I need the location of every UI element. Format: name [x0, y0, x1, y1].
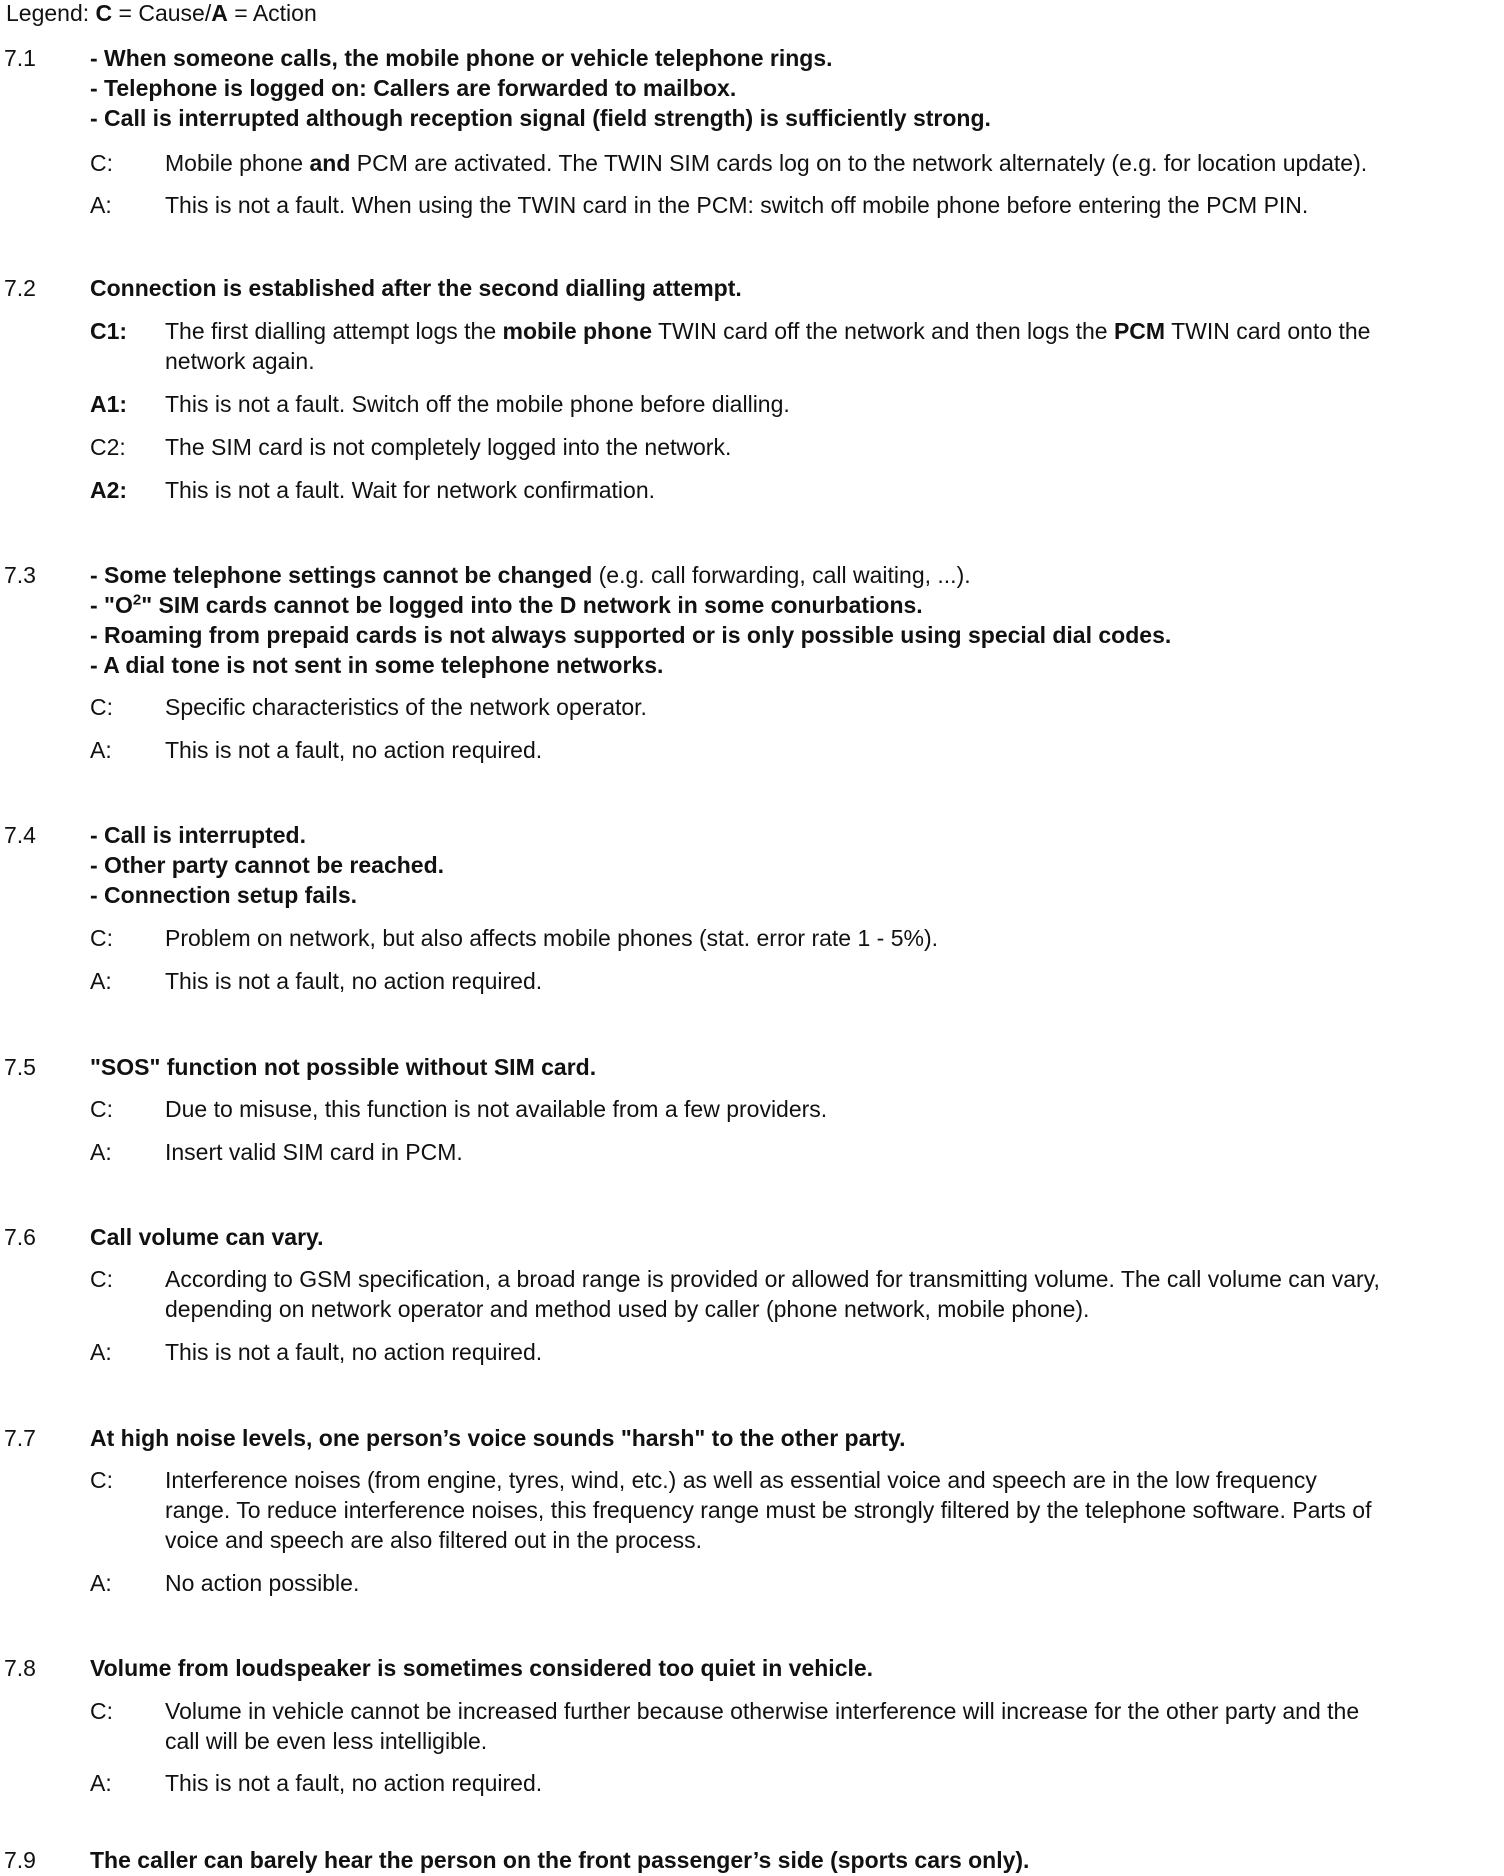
legend-cause-text: = Cause/: [112, 0, 212, 26]
entry-text: The SIM card is not completely logged into the network.: [165, 434, 732, 460]
section-title: [90, 590, 1490, 620]
section-titles: [90, 1222, 1490, 1252]
entry-text: Insert valid SIM card in PCM.: [165, 1139, 463, 1165]
entry-label: C:: [90, 694, 113, 720]
entry-label: A1:: [90, 391, 128, 417]
entry-label: A:: [90, 1570, 112, 1596]
entry-text: [165, 1264, 1504, 1324]
entry-text-bold: and: [309, 150, 351, 176]
section-title-note: (e.g. call forwarding, call waiting, ...).: [592, 562, 971, 588]
entry-text: This is not a fault. Wait for network confirmation.: [165, 477, 655, 503]
section-title: - Call is interrupted.: [90, 822, 306, 848]
section-title-part: - Some telephone settings cannot be changed: [90, 562, 593, 588]
section-number: 7.1: [4, 45, 36, 71]
entry-text-bold: mobile phone: [502, 318, 652, 344]
entry-text-line: According to GSM specification, a broad range is provided or allowed for transmitting volume. The call volume can vary,: [165, 1266, 1380, 1292]
entry-text-line: range. To reduce interference noises, this frequency range must be strongly filtered by the telephone software. Parts of: [165, 1497, 1372, 1523]
entry-text: Specific characteristics of the network operator.: [165, 694, 647, 720]
section-title: - Telephone is logged on: Callers are forwarded to mailbox.: [90, 75, 737, 101]
legend-prefix: Legend:: [6, 0, 96, 26]
entry-text: This is not a fault. When using the TWIN card in the PCM: switch off mobile phone before entering the PCM PIN.: [165, 192, 1309, 218]
section-number: 7.7: [4, 1425, 36, 1451]
entry-label: C2:: [90, 434, 126, 460]
entry-text-part: Mobile phone: [165, 150, 310, 176]
entry-text: Due to misuse, this function is not available from a few providers.: [165, 1096, 828, 1122]
entry-label: A:: [90, 1339, 112, 1365]
section-titles: [90, 273, 1490, 303]
entry-label: C1:: [90, 318, 128, 344]
entry-text: This is not a fault. Switch off the mobile phone before dialling.: [165, 391, 790, 417]
entry-text-part: PCM are activated. The TWIN SIM cards log on to the network alternately (e.g. for location update).: [350, 150, 1368, 176]
entry-label: A:: [90, 1139, 112, 1165]
entry-text: No action possible.: [165, 1570, 360, 1596]
entry-label: C:: [90, 150, 113, 176]
section-titles: [90, 1845, 1490, 1875]
section-title: At high noise levels, one person’s voice sounds "harsh" to the other party.: [90, 1425, 906, 1451]
entry-text-part: The first dialling attempt logs the: [165, 318, 503, 344]
entry-text-part: TWIN card off the network and then logs the: [652, 318, 1114, 344]
entry-label: C:: [90, 1266, 113, 1292]
entry-text: [165, 1465, 1504, 1555]
entry-text: [165, 1696, 1504, 1756]
section-titles: [90, 820, 1490, 910]
section-title: Volume from loudspeaker is sometimes considered too quiet in vehicle.: [90, 1655, 874, 1681]
legend-action-text: = Action: [227, 0, 317, 26]
entry-text: This is not a fault, no action required.: [165, 737, 543, 763]
entry-text-line: depending on network operator and method used by caller (phone network, mobile phone).: [165, 1296, 1090, 1322]
section-title: "SOS" function not possible without SIM card.: [90, 1054, 597, 1080]
entry-label: A2:: [90, 477, 128, 503]
entry-text-line: [165, 316, 1504, 346]
section-number: 7.3: [4, 562, 36, 588]
entry-label: C:: [90, 925, 113, 951]
entry-text-line: call will be even less intelligible.: [165, 1728, 488, 1754]
legend-action-key: A: [211, 0, 228, 26]
section-title: Call volume can vary.: [90, 1224, 324, 1250]
entry-text: This is not a fault, no action required.: [165, 1770, 543, 1796]
section-title: - Other party cannot be reached.: [90, 852, 445, 878]
entry-text: This is not a fault, no action required.: [165, 1339, 543, 1365]
entry-label: C:: [90, 1467, 113, 1493]
entry-text-line: voice and speech are also filtered out in the process.: [165, 1527, 702, 1553]
section-title: - A dial tone is not sent in some telephone networks.: [90, 652, 664, 678]
section-number: 7.6: [4, 1224, 36, 1250]
entry-label: C:: [90, 1096, 113, 1122]
entry-label: A:: [90, 1770, 112, 1796]
section-title: Connection is established after the second dialling attempt.: [90, 275, 742, 301]
entry-text-line: Interference noises (from engine, tyres, wind, etc.) as well as essential voice and speech are in the low frequency: [165, 1467, 1317, 1493]
entry-text: [165, 148, 1504, 178]
entry-text: [165, 316, 1504, 376]
section-titles: [90, 1423, 1490, 1453]
entry-label: A:: [90, 192, 112, 218]
section-titles: [90, 1653, 1490, 1683]
entry-text-bold: PCM: [1113, 318, 1166, 344]
section-titles: [90, 43, 1490, 133]
section-number: 7.4: [4, 822, 36, 848]
section-title: - Call is interrupted although reception signal (field strength) is sufficiently strong.: [90, 105, 991, 131]
section-number: 7.2: [4, 275, 36, 301]
entry-label: A:: [90, 968, 112, 994]
entry-text-part: TWIN card onto the: [1165, 318, 1371, 344]
section-title: - Roaming from prepaid cards is not always supported or is only possible using special dial codes.: [90, 622, 1172, 648]
entry-text-line: network again.: [165, 348, 315, 374]
superscript: 2: [132, 591, 142, 609]
entry-text: This is not a fault, no action required.: [165, 968, 543, 994]
section-title: - Connection setup fails.: [90, 882, 358, 908]
entry-text: Problem on network, but also affects mobile phones (stat. error rate 1 - 5%).: [165, 925, 938, 951]
entry-label: A:: [90, 737, 112, 763]
section-title: [90, 560, 1490, 590]
section-titles: [90, 560, 1490, 680]
section-title: - When someone calls, the mobile phone or vehicle telephone rings.: [90, 45, 833, 71]
legend: [6, 0, 317, 28]
entry-label: C:: [90, 1698, 113, 1724]
section-titles: [90, 1052, 1490, 1082]
section-number: 7.9: [4, 1847, 36, 1873]
section-number: 7.8: [4, 1655, 36, 1681]
section-title-part: " SIM cards cannot be logged into the D network in some conurbations.: [141, 592, 923, 618]
legend-cause-key: C: [95, 0, 113, 26]
section-title-part: - "O: [90, 592, 133, 618]
section-number: 7.5: [4, 1054, 36, 1080]
section-title: The caller can barely hear the person on the front passenger’s side (sports cars only).: [90, 1847, 1030, 1873]
entry-text-line: Volume in vehicle cannot be increased further because otherwise interference will increase for the other party and the: [165, 1698, 1360, 1724]
